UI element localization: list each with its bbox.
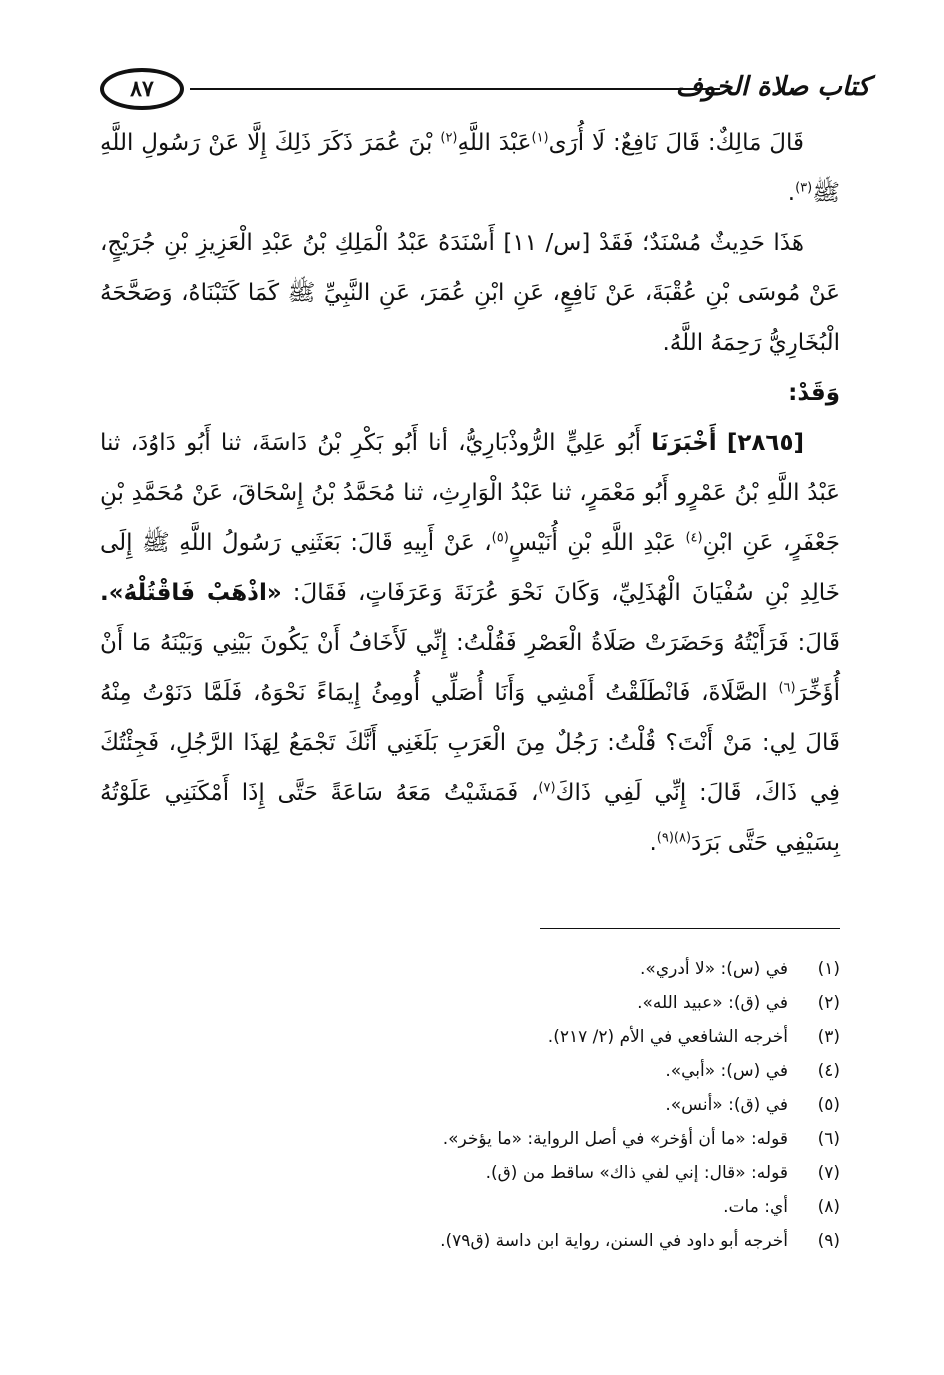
hadith-number: [٢٨٦٥] [726, 430, 805, 456]
text-run: أَبُو عَلِيٍّ الرُّوذْبَارِيُّ، أنا أَبُو بَكْرِ بْنُ دَاسَةَ، ثنا أَبُو دَاوُدَ، ثنا عَبْدُ اللَّهِ بْنُ عَمْرٍو أَبُو مَعْمَرٍ، ثنا عَبْدُ الْوَارِثِ، ثنا مُحَمَّدُ بْنُ إِسْحَاقَ، عَنْ مُحَمَّدِ بْنِ جَعْفَرٍ، عَنِ ابْنِ [100, 430, 840, 556]
page-number-oval [100, 68, 184, 110]
footnote-number: (٦) [817, 1129, 840, 1149]
footnote-text: أي: مات. [723, 1197, 788, 1217]
footnote-text: قوله: «ما أن أؤخر» في أصل الرواية: «ما يؤخر». [442, 1129, 788, 1149]
text-run: . [649, 830, 657, 856]
footnote-text: في (ق): «عبيد الله». [637, 993, 788, 1013]
footnote-item [100, 1224, 840, 1258]
footnote-marker-8[interactable]: (٨) [673, 830, 692, 846]
footnote-marker-1[interactable]: (١) [531, 130, 549, 146]
footnote-item [100, 1190, 840, 1224]
footnotes [100, 952, 840, 1258]
paragraph-waqad: وَقَدْ: [788, 380, 840, 406]
footnote-item [100, 1122, 840, 1156]
akhbarana-label: أَخْبَرَنَا [651, 430, 717, 456]
footnote-number: (١) [817, 959, 840, 979]
paragraph-hadith-2865 [100, 418, 840, 868]
prophet-quote: «اذْهَبْ فَاقْتُلْهُ». [100, 580, 282, 606]
footnote-number: (٥) [817, 1095, 840, 1115]
footnote-text: في (ق): «أنس». [665, 1095, 788, 1115]
footnote-item [100, 1054, 840, 1088]
text-run: عَبْدِ اللَّهِ بْنِ أُنَيْسٍ [508, 530, 677, 556]
text-run: عَبْدَ اللَّهِ [457, 130, 532, 156]
text-run: بْنَ عُمَرَ ذَكَرَ ذَلِكَ إِلَّا عَنْ رَسُولِ اللَّهِ ﷺ [100, 130, 840, 206]
footnote-marker-6[interactable]: (٦) [778, 680, 796, 696]
text-run: الصَّلَاةَ، فَانْطَلَقْتُ أَمْشِي وَأَنَا أُصَلِّي أُومِئُ إِيمَاءً نَحْوَهُ، فَلَمَّا دَنَوْتُ مِنْهُ قَالَ لِي: مَنْ أَنْتَ؟ قُلْتُ: رَجُلٌ مِنَ الْعَرَبِ بَلَغَنِي أَنَّكَ تَجْمَعُ لِهَذَا الرَّجُلِ، فَجِئْتُكَ فِي ذَاكَ، قَالَ: إِنِّي لَفِي ذَاكَ [100, 680, 840, 806]
footnote-item [100, 1156, 840, 1190]
footnote-text: أخرجه أبو داود في السنن، رواية ابن داسة (ق٧٩). [440, 1231, 788, 1251]
text-run: قَالَ: فَرَأَيْتُهُ وَحَضَرَتْ صَلَاةُ الْعَصْرِ فَقُلْتُ: إِنِّي لَأَخَافُ أَنْ يَكُونَ بَيْنِي وَبَيْنَهُ مَا أَنْ أُؤَخِّرَ [100, 630, 841, 706]
footnote-text: أخرجه الشافعي في الأم (٢/ ٢١٧). [547, 1027, 788, 1047]
footnote-number: (٧) [817, 1163, 840, 1183]
text-run: ، فَمَشَيْتُ مَعَهُ سَاعَةً حَتَّى إِذَا أَمْكَنَنِي عَلَوْتُهُ بِسَيْفِي حَتَّى بَرَدَ [100, 780, 840, 856]
header-rule [190, 88, 720, 90]
text-run: . [787, 180, 796, 206]
text-run: قَالَ مَالِكٌ: قَالَ نَافِعٌ: لَا أُرَى [548, 130, 804, 156]
footnote-number: (٢) [817, 993, 840, 1013]
footnote-marker-3[interactable]: (٣) [795, 180, 813, 196]
footnote-number: (٩) [817, 1231, 840, 1251]
page-number: ٨٧ [130, 76, 154, 102]
main-text [100, 118, 840, 868]
footnote-marker-9[interactable]: (٩) [656, 830, 674, 846]
footnote-separator [540, 928, 840, 929]
footnote-text: قوله: «قال: إني لفي ذاك» ساقط من (ق). [485, 1163, 788, 1183]
chapter-title: كتاب صلاة الخوف [675, 72, 870, 102]
footnote-marker-7[interactable]: (٧) [538, 780, 556, 796]
footnote-item [100, 1020, 840, 1054]
footnote-number: (٣) [817, 1027, 840, 1047]
page-header [100, 62, 870, 112]
text-run: ، عَنْ أَبِيهِ قَالَ: بَعَثَنِي رَسُولُ اللَّهِ ﷺ إِلَى خَالِدِ بْنِ سُفْيَانَ الْهُذَلِيِّ، وَكَانَ نَحْوَ عُرَنَةَ وَعَرَفَاتٍ، فَقَالَ: [100, 530, 840, 606]
paragraph-malik [100, 118, 840, 218]
footnote-marker-5[interactable]: (٥) [491, 530, 509, 546]
footnote-number: (٤) [817, 1061, 840, 1081]
footnote-marker-2[interactable]: (٢) [440, 130, 458, 146]
footnote-text: في (س): «لا أدري». [640, 959, 788, 979]
footnote-text: في (س): «أبي». [665, 1061, 788, 1081]
footnote-marker-4[interactable]: (٤) [685, 530, 703, 546]
footnote-number: (٨) [817, 1197, 840, 1217]
paragraph-musnad: هَذَا حَدِيثٌ مُسْنَدٌ؛ فَقَدْ [س/ ١١] أَسْنَدَهُ عَبْدُ الْمَلِكِ بْنُ عَبْدِ الْعَزِيزِ بْنِ جُرَيْجٍ، عَنْ مُوسَى بْنِ عُقْبَةَ، عَنْ نَافِعٍ، عَنِ ابْنِ عُمَرَ، عَنِ النَّبِيِّ ﷺ كَمَا كَتَبْنَاهُ، وَصَحَّحَهُ الْبُخَارِيُّ رَحِمَهُ اللَّهُ. [100, 230, 840, 356]
footnote-item [100, 986, 840, 1020]
footnote-item [100, 952, 840, 986]
footnote-item [100, 1088, 840, 1122]
